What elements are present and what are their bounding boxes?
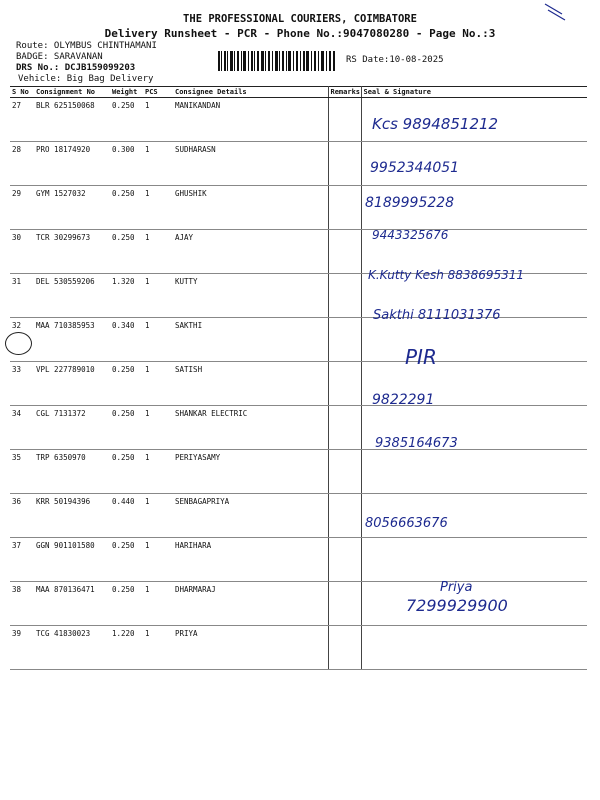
row-pcs: 1: [143, 274, 173, 318]
row-consignment-no: GYM 1527032: [34, 186, 110, 230]
row-pcs: 1: [143, 318, 173, 362]
row-sno: 34: [10, 406, 34, 450]
handwritten-signature: 7299929900: [406, 596, 508, 615]
row-weight: 0.250: [110, 406, 143, 450]
row-consignment-no: TRP 6350970: [34, 450, 110, 494]
handwritten-name: Priya: [440, 580, 473, 595]
row-weight: 0.250: [110, 98, 143, 142]
row-sno: 38: [10, 582, 34, 626]
row-remarks: [328, 230, 361, 274]
row-remarks: [328, 582, 361, 626]
table-row: [10, 142, 587, 186]
badge-label: BADGE: SARAVANAN: [16, 52, 103, 62]
row-remarks: [328, 318, 361, 362]
row-weight: 0.250: [110, 582, 143, 626]
row-weight: 1.320: [110, 274, 143, 318]
table-row: [10, 450, 587, 494]
table-row: [10, 494, 587, 538]
row-consignee: SENBAGAPRIYA: [173, 494, 328, 538]
row-signature-cell: [361, 538, 587, 582]
handwritten-signature: Sakthi 8111031376: [373, 308, 501, 323]
row-pcs: 1: [143, 538, 173, 582]
col-remarks: Remarks: [328, 87, 361, 98]
row-weight: 0.250: [110, 538, 143, 582]
row-sno: 31: [10, 274, 34, 318]
drs-label: DRS No.: DCJB159099203: [16, 63, 136, 73]
row-consignee: PERIYASAMY: [173, 450, 328, 494]
row-weight: 0.440: [110, 494, 143, 538]
col-pcs: PCS: [143, 87, 173, 98]
row-remarks: [328, 186, 361, 230]
row-signature-cell: [361, 450, 587, 494]
row-pcs: 1: [143, 626, 173, 670]
row-consignment-no: PRO 18174920: [34, 142, 110, 186]
row-remarks: [328, 362, 361, 406]
row-consignee: PRIYA: [173, 626, 328, 670]
col-consignment: Consignment No: [34, 87, 110, 98]
circled-row-mark: [5, 332, 32, 355]
row-pcs: 1: [143, 362, 173, 406]
col-weight: Weight: [110, 87, 143, 98]
row-consignee: SUDHARASN: [173, 142, 328, 186]
row-remarks: [328, 626, 361, 670]
row-pcs: 1: [143, 186, 173, 230]
row-pcs: 1: [143, 582, 173, 626]
row-consignment-no: TCR 30299673: [34, 230, 110, 274]
route-label: Route: OLYMBUS CHINTHAMANI: [16, 41, 157, 51]
handwritten-signature: PIR: [405, 345, 437, 369]
row-signature-cell: [361, 318, 587, 362]
row-consignment-no: VPL 227789010: [34, 362, 110, 406]
row-signature-cell: [361, 626, 587, 670]
row-consignee: SATISH: [173, 362, 328, 406]
row-consignee: SAKTHI: [173, 318, 328, 362]
row-weight: 0.250: [110, 230, 143, 274]
row-remarks: [328, 274, 361, 318]
row-consignee: GHUSHIK: [173, 186, 328, 230]
table-row: [10, 626, 587, 670]
handwritten-signature: K.Kutty Kesh 8838695311: [368, 268, 525, 282]
row-pcs: 1: [143, 494, 173, 538]
row-consignment-no: KRR 50194396: [34, 494, 110, 538]
row-consignment-no: DEL 530559206: [34, 274, 110, 318]
row-weight: 1.220: [110, 626, 143, 670]
table-row: [10, 318, 587, 362]
handwritten-signature: 9443325676: [372, 228, 449, 242]
handwritten-signature: 9952344051: [370, 160, 460, 176]
row-pcs: 1: [143, 230, 173, 274]
table-row: [10, 362, 587, 406]
row-remarks: [328, 450, 361, 494]
row-sno: 37: [10, 538, 34, 582]
row-consignment-no: MAA 710385953: [34, 318, 110, 362]
row-remarks: [328, 494, 361, 538]
handwritten-signature: 9385164673: [375, 436, 458, 451]
row-weight: 0.250: [110, 362, 143, 406]
row-sno: 30: [10, 230, 34, 274]
page-subtitle: Delivery Runsheet - PCR - Phone No.:9047080280 - Page No.:3: [104, 27, 496, 40]
handwritten-signature: 8056663676: [365, 516, 448, 531]
row-remarks: [328, 538, 361, 582]
row-weight: 0.300: [110, 142, 143, 186]
row-consignee: KUTTY: [173, 274, 328, 318]
col-consignee: Consignee Details: [173, 87, 328, 98]
row-consignee: DHARMARAJ: [173, 582, 328, 626]
col-sno: S No: [10, 87, 34, 98]
runsheet-table: [10, 86, 587, 670]
table-row: [10, 98, 587, 142]
row-consignment-no: MAA 870136471: [34, 582, 110, 626]
row-sno: 39: [10, 626, 34, 670]
col-signature: Seal & Signature: [361, 87, 587, 98]
row-consignee: SHANKAR ELECTRIC: [173, 406, 328, 450]
table-row: [10, 186, 587, 230]
row-pcs: 1: [143, 142, 173, 186]
handwritten-signature: 8189995228: [365, 195, 455, 211]
table-row: [10, 230, 587, 274]
handwritten-signature: 9822291: [372, 392, 435, 408]
row-consignment-no: TCG 41830023: [34, 626, 110, 670]
row-remarks: [328, 142, 361, 186]
row-sno: 35: [10, 450, 34, 494]
row-pcs: 1: [143, 406, 173, 450]
row-sno: 29: [10, 186, 34, 230]
vehicle-label: Vehicle: Big Bag Delivery: [18, 74, 154, 84]
barcode-image: [218, 51, 336, 71]
table-row: [10, 406, 587, 450]
row-weight: 0.250: [110, 450, 143, 494]
table-header-row: [10, 87, 587, 98]
rs-date: RS Date:10-08-2025: [346, 55, 444, 65]
row-sno: 28: [10, 142, 34, 186]
row-remarks: [328, 98, 361, 142]
row-sno: 32: [10, 318, 34, 362]
row-sno: 27: [10, 98, 34, 142]
row-pcs: 1: [143, 98, 173, 142]
row-weight: 0.340: [110, 318, 143, 362]
row-consignment-no: BLR 625150068: [34, 98, 110, 142]
row-sno: 36: [10, 494, 34, 538]
row-consignee: AJAY: [173, 230, 328, 274]
handwritten-signature: Kcs 9894851212: [372, 115, 499, 133]
page-title: THE PROFESSIONAL COURIERS, COIMBATORE: [183, 13, 417, 25]
row-remarks: [328, 406, 361, 450]
row-weight: 0.250: [110, 186, 143, 230]
row-consignment-no: CGL 7131372: [34, 406, 110, 450]
table-row: [10, 538, 587, 582]
row-consignment-no: GGN 901101580: [34, 538, 110, 582]
row-consignee: HARIHARA: [173, 538, 328, 582]
row-sno: 33: [10, 362, 34, 406]
row-pcs: 1: [143, 450, 173, 494]
row-consignee: MANIKANDAN: [173, 98, 328, 142]
